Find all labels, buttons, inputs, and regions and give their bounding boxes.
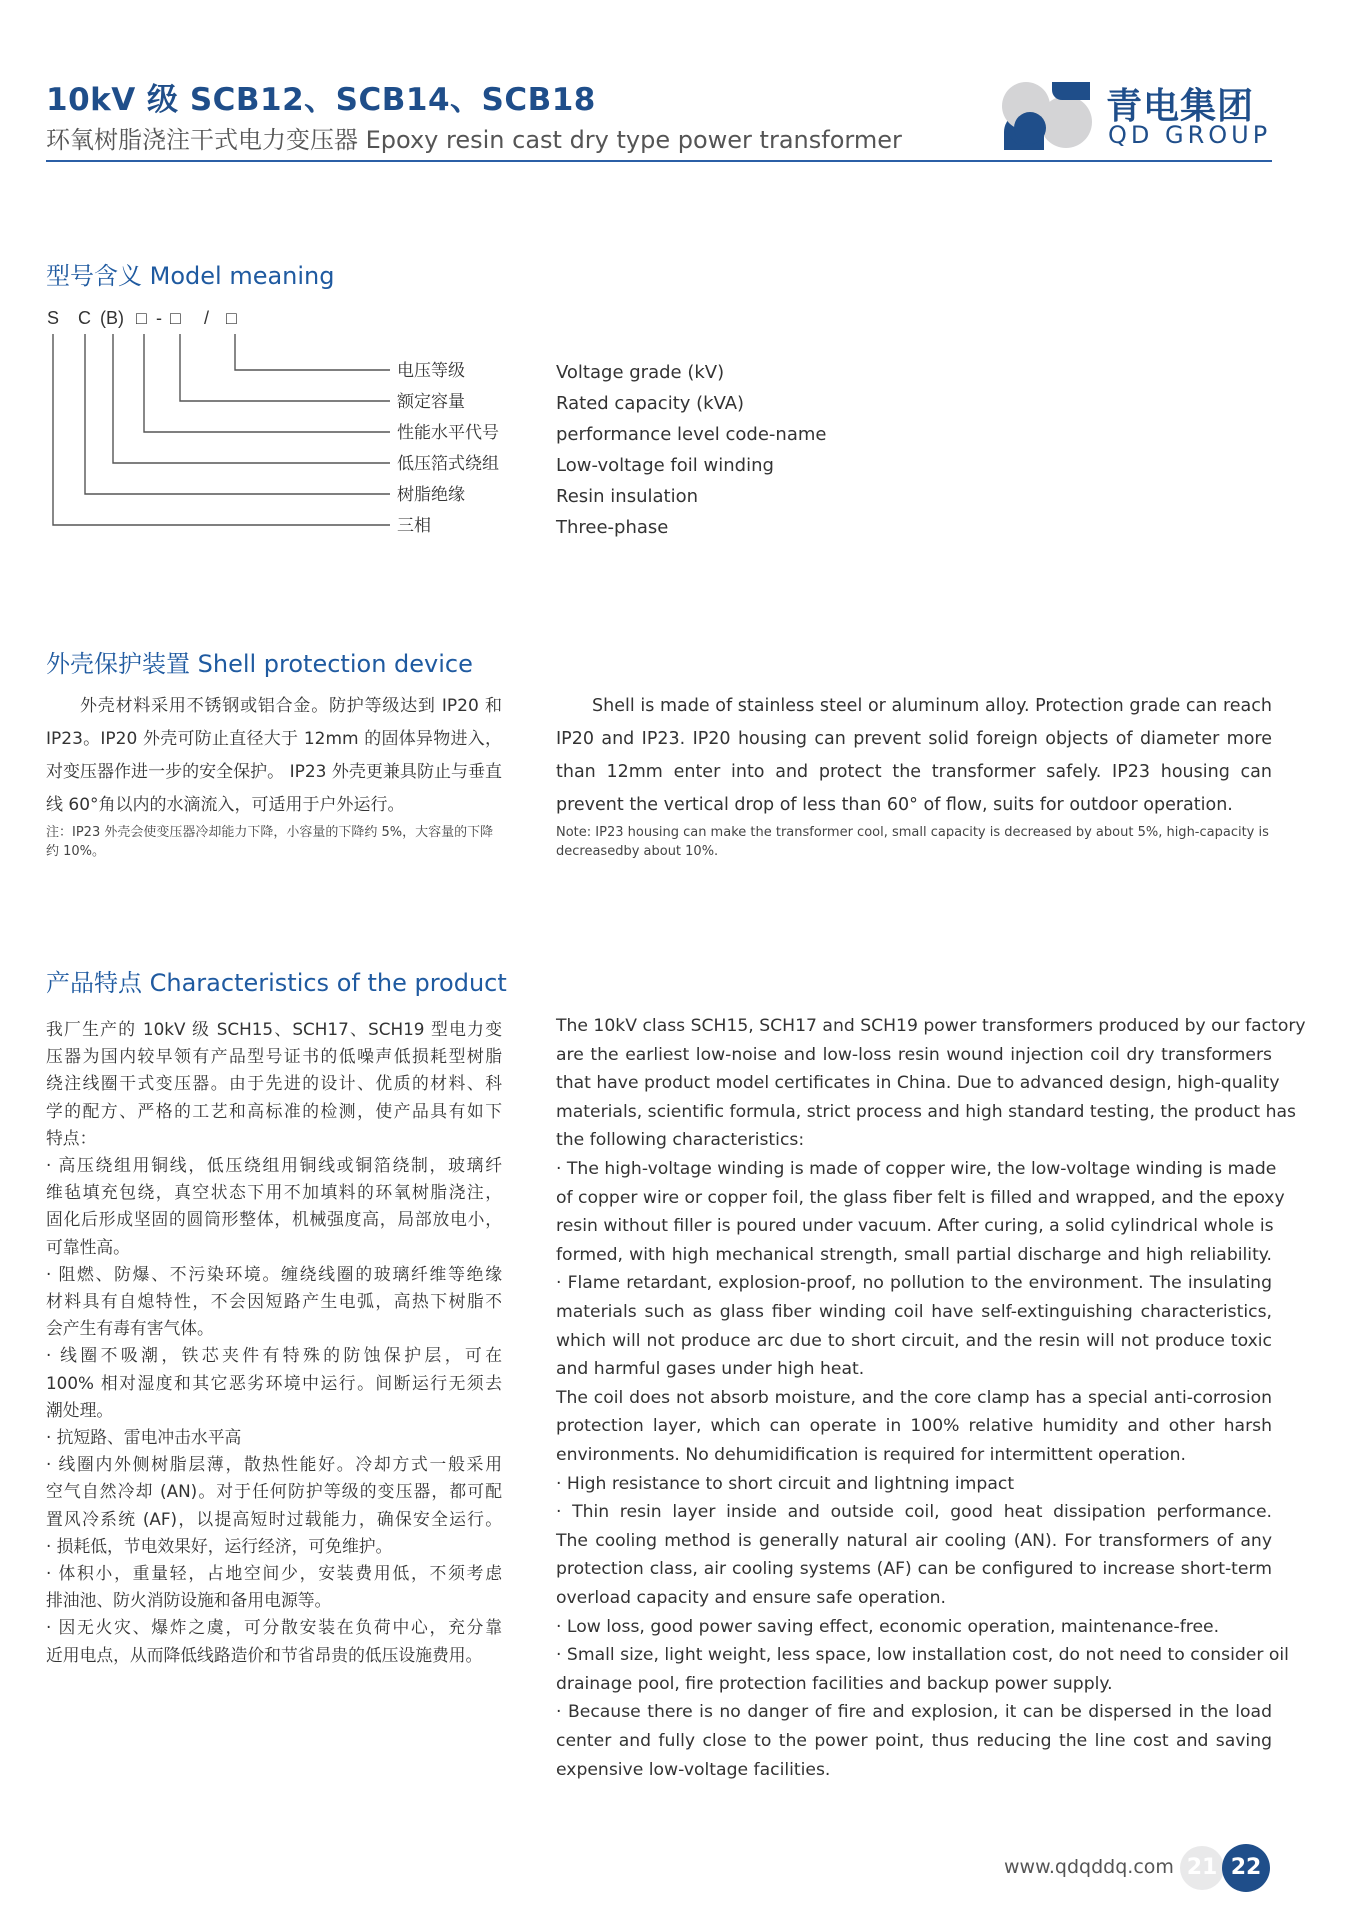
characteristics-en-line: · High resistance to short circuit and lightning impact: [556, 1473, 1015, 1494]
characteristics-cn-line: 材料具有自熄特性，不会因短路产生电弧，高热下树脂不: [46, 1291, 502, 1311]
characteristics-en-line: that have product model certificates in China. Due to advanced design, high-quality: [556, 1073, 1280, 1094]
characteristics-cn-line: 潮处理。: [46, 1399, 114, 1420]
characteristics-cn-line: · 抗短路、雷电冲击水平高: [46, 1427, 242, 1447]
company-logo: [1000, 78, 1270, 150]
model-item-cn: 三相: [397, 516, 431, 536]
characteristics-cn-line: 置风冷系统 (AF)，以提高短时过载能力，确保安全运行。: [46, 1508, 502, 1529]
characteristics-cn-line: 我厂生产的 10kV 级 SCH15、SCH17、SCH19 型电力变: [46, 1019, 502, 1039]
characteristics-en-line: protection layer, which can operate in 100% relative humidity and other harsh: [556, 1416, 1272, 1437]
characteristics-en-line: and harmful gases under high heat.: [556, 1359, 865, 1380]
header-divider: [46, 160, 1272, 162]
characteristics-cn-line: · 因无火灾、爆炸之虞，可分散安装在负荷中心，充分靠: [46, 1617, 502, 1638]
characteristics-cn-line: 空气自然冷却 (AN)。对于任何防护等级的变压器，都可配: [46, 1481, 502, 1502]
page-number-right: 22: [1222, 1844, 1270, 1892]
characteristics-en-line: which will not produce arc due to short circuit, and the resin will not produce toxic: [556, 1330, 1272, 1351]
characteristics-en-line: The cooling method is generally natural air cooling (AN). For transformers of any: [556, 1530, 1272, 1551]
model-item-cn: 树脂绝缘: [397, 485, 465, 505]
code-leader-line: [53, 334, 390, 525]
characteristics-cn-line: · 阻燃、防爆、不污染环境。缠绕线圈的玻璃纤维等绝缘: [46, 1263, 502, 1284]
characteristics-en-line: · Flame retardant, explosion-proof, no pollution to the environment. The insulating: [556, 1273, 1272, 1294]
code-letter: (B): [100, 308, 124, 328]
logo-english-name: QD GROUP: [1108, 121, 1272, 149]
characteristics-en-line: materials such as glass fiber winding coil have self-extinguishing characteristics,: [556, 1302, 1272, 1322]
characteristics-cn-line: 维毡填充包绕，真空状态下用不加填料的环氧树脂浇注，: [46, 1182, 502, 1203]
characteristics-en-line: formed, with high mechanical strength, small partial discharge and high reliability.: [556, 1244, 1272, 1265]
model-item-cn: 额定容量: [397, 392, 465, 412]
shell-heading: 外壳保护装置 Shell protection device: [46, 650, 473, 678]
page-title: 10kV 级 SCB12、SCB14、SCB18: [46, 82, 596, 118]
model-code-diagram: [40, 302, 540, 542]
characteristics-cn-line: 近用电点，从而降低线路造价和节省昂贵的低压设施费用。: [46, 1644, 483, 1665]
characteristics-en-line: protection class, air cooling systems (AF) can be configured to increase short-term: [556, 1559, 1272, 1580]
characteristics-en-line: · Thin resin layer inside and outside coil, good heat dissipation performance.: [556, 1502, 1272, 1523]
characteristics-cn-line: 可靠性高。: [46, 1236, 130, 1257]
characteristics-en-line: are the earliest low-noise and low-loss resin wound injection coil dry transformers: [556, 1044, 1272, 1065]
characteristics-en-line: · Small size, light weight, less space, low installation cost, do not need to consider oil: [556, 1645, 1289, 1666]
code-letter: -: [156, 308, 162, 328]
characteristics-en-line: resin without filler is poured under vacuum. After curing, a solid cylindrical whole is: [556, 1216, 1274, 1237]
code-letter: C: [78, 308, 91, 328]
characteristics-cn-line: 固化后形成坚固的圆筒形整体，机械强度高，局部放电小，: [46, 1209, 502, 1230]
characteristics-cn-line: 学的配方、严格的工艺和高标准的检测，使产品具有如下: [46, 1100, 502, 1121]
code-letter: □: [170, 308, 181, 328]
model-item-en: performance level code-name: [556, 424, 827, 445]
logo-chinese-name: 青电集团: [1106, 86, 1255, 127]
characteristics-en-line: the following characteristics:: [556, 1130, 805, 1151]
code-leader-line: [113, 334, 390, 463]
characteristics-cn-line: · 线圈不吸潮，铁芯夹件有特殊的防蚀保护层，可在: [46, 1345, 502, 1366]
characteristics-en-line: The 10kV class SCH15, SCH17 and SCH19 power transformers produced by our factory: [556, 1016, 1306, 1036]
characteristics-en-line: · The high-voltage winding is made of copper wire, the low-voltage winding is made: [556, 1159, 1277, 1179]
characteristics-cn-line: 会产生有毒有害气体。: [46, 1318, 214, 1339]
code-letter: S: [47, 308, 60, 328]
model-item-en: Rated capacity (kVA): [556, 393, 745, 414]
code-letter: □: [136, 308, 147, 328]
characteristics-en-line: materials, scientific formula, strict process and high standard testing, the product has: [556, 1101, 1296, 1122]
characteristics-cn-line: · 体积小，重量轻，占地空间少，安装费用低，不须考虑: [46, 1563, 502, 1583]
model-item-cn: 电压等级: [397, 361, 465, 381]
characteristics-cn-line: 压器为国内较早领有产品型号证书的低噪声低损耗型树脂: [46, 1046, 502, 1067]
characteristics-en-line: · Because there is no danger of fire and explosion, it can be dispersed in the load: [556, 1702, 1272, 1723]
logo-mark-icon: [1000, 78, 1098, 150]
page-number-left: 21: [1180, 1846, 1224, 1890]
characteristics-en-line: environments. No dehumidification is required for intermittent operation.: [556, 1445, 1187, 1465]
model-item-cn: 性能水平代号: [397, 423, 499, 443]
characteristics-cn-line: 绕注线圈干式变压器。由于先进的设计、优质的材料、科: [46, 1073, 502, 1094]
model-meaning-heading: 型号含义 Model meaning: [46, 262, 335, 290]
characteristics-en-line: expensive low-voltage facilities.: [556, 1759, 831, 1780]
characteristics-cn-line: 排油池、防火消防设施和备用电源等。: [46, 1590, 332, 1611]
characteristics-heading: 产品特点 Characteristics of the product: [46, 969, 507, 997]
shell-note-cn: 注：IP23 外壳会使变压器冷却能力下降，小容量的下降约 5%，大容量的下降约 10%。: [46, 825, 494, 859]
code-leader-line: [85, 334, 390, 494]
model-item-en: Voltage grade (kV): [556, 362, 725, 383]
characteristics-cn-line: · 高压绕组用铜线，低压绕组用铜线或铜箔绕制，玻璃纤: [46, 1155, 502, 1175]
model-item-en: Three-phase: [556, 517, 669, 538]
code-letter: /: [204, 308, 210, 328]
code-letter: □: [226, 308, 237, 328]
code-leader-line: [180, 334, 390, 401]
code-leader-line: [144, 334, 390, 432]
characteristics-en-line: drainage pool, fire protection facilities and backup power supply.: [556, 1673, 1113, 1694]
code-leader-line: [235, 334, 390, 370]
characteristics-en-line: The coil does not absorb moisture, and the core clamp has a special anti-corrosion: [556, 1387, 1272, 1408]
characteristics-cn-line: 100% 相对湿度和其它恶劣环境中运行。间断运行无须去: [46, 1372, 502, 1393]
characteristics-en-line: of copper wire or copper foil, the glass fiber felt is filled and wrapped, and the epoxy: [556, 1187, 1285, 1208]
characteristics-cn-line: 特点：: [46, 1127, 97, 1148]
model-item-en: Resin insulation: [556, 486, 698, 507]
shell-text-cn: 外壳材料采用不锈钢或铝合金。防护等级达到 IP20 和 IP23。IP20 外壳可防止直径大于 12mm 的固体异物进入，对变压器作进一步的安全保护。 IP23 外壳更兼具防止与垂直线 60°角以内的水滴流入，可适用于户外运行。: [46, 696, 502, 815]
page-subtitle: 环氧树脂浇注干式电力变压器 Epoxy resin cast dry type power transformer: [46, 126, 902, 154]
characteristics-cn-line: · 线圈内外侧树脂层薄，散热性能好。冷却方式一般采用: [46, 1454, 502, 1475]
characteristics-en-line: center and fully close to the power point, thus reducing the line cost and saving: [556, 1731, 1272, 1751]
footer-website-link[interactable]: www.qdqddq.com: [1004, 1856, 1174, 1878]
model-item-cn: 低压箔式绕组: [397, 454, 499, 474]
shell-note-en: Note: IP23 housing can make the transformer cool, small capacity is decreased by about 5%, high-capacity is decreasedby about 10%.: [556, 825, 1269, 859]
characteristics-en-line: overload capacity and ensure safe operation.: [556, 1588, 946, 1608]
characteristics-cn-line: · 损耗低，节电效果好，运行经济，可免维护。: [46, 1535, 393, 1556]
characteristics-en-line: · Low loss, good power saving effect, economic operation, maintenance-free.: [556, 1616, 1220, 1637]
model-item-en: Low-voltage foil winding: [556, 455, 774, 476]
shell-text-en: Shell is made of stainless steel or aluminum alloy. Protection grade can reach IP20 and IP23. IP20 housing can prevent solid foreign objects of diameter more than 12mm enter into and protect the transformer safely. IP23 housing can prevent the vertical drop of less than 60° of flow, suits for outdoor operation.: [556, 696, 1272, 815]
